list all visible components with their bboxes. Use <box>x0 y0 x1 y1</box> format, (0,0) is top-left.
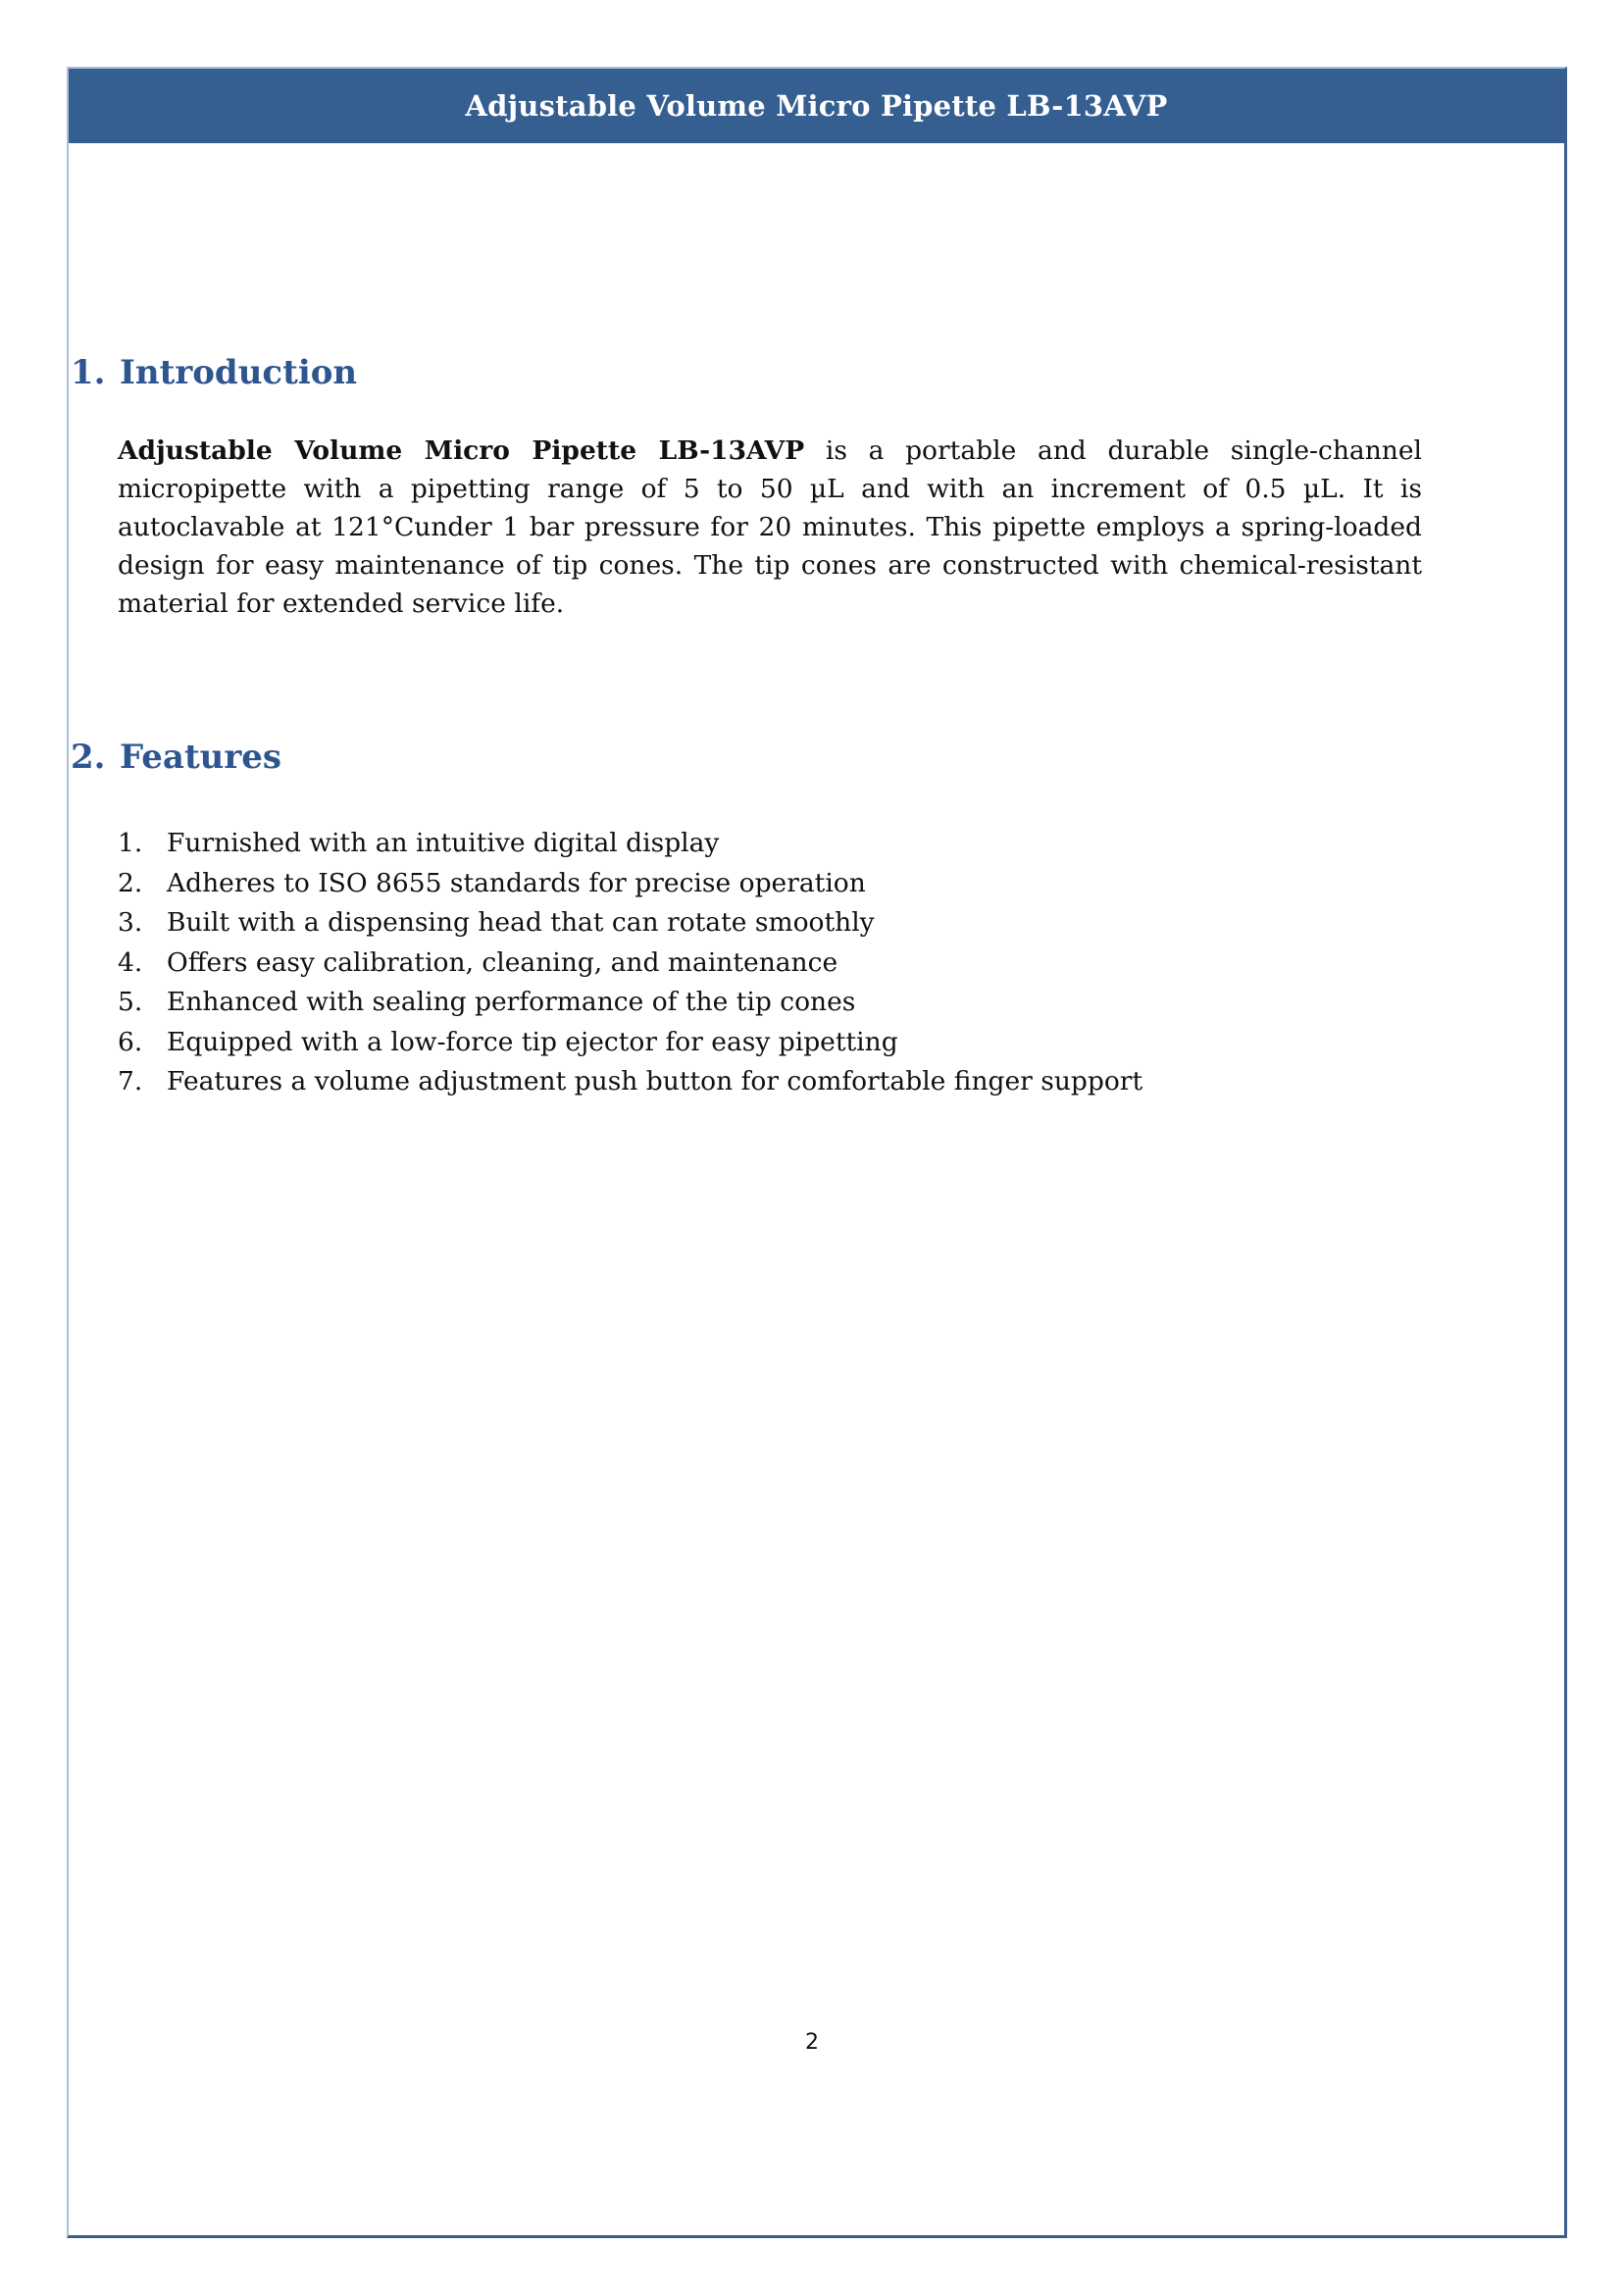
list-item <box>118 864 1142 904</box>
list-item-number: 1. <box>118 828 143 858</box>
page-frame <box>67 67 1567 2238</box>
list-item-text: Equipped with a low-force tip ejector for easy pipetting <box>167 1026 898 1057</box>
introduction-paragraph <box>118 432 1422 623</box>
list-item-number: 7. <box>118 1066 143 1096</box>
section-number: 1. <box>71 353 106 392</box>
features-list <box>118 824 1142 1102</box>
list-item-text: Furnished with an intuitive digital display <box>167 828 720 858</box>
introduction-lead: Adjustable Volume Micro Pipette LB-13AVP <box>118 435 805 466</box>
introduction-body: is a portable and durable single-channel micropipette with a pipetting range of 5 to 50 µL and with an increment of 0.5 µL. It is autoclavable at 121°Cunder 1 bar pressure for 20 minutes. This pipette employs a spring-loaded design for easy maintenance of tip cones. The tip cones are constructed with chemical-resistant material for extended service life. <box>118 435 1422 619</box>
list-item <box>118 824 1142 864</box>
list-item <box>118 1023 1142 1063</box>
section-title: Introduction <box>120 353 358 392</box>
list-item-number: 4. <box>118 946 143 978</box>
document-title: Adjustable Volume Micro Pipette LB-13AVP <box>465 89 1168 123</box>
section-title: Features <box>120 738 282 777</box>
list-item-text: Built with a dispensing head that can rotate smoothly <box>167 907 875 938</box>
section-heading-features <box>71 738 281 777</box>
list-item-number: 2. <box>118 867 143 898</box>
list-item-number: 5. <box>118 987 143 1017</box>
section-heading-introduction <box>71 353 357 392</box>
list-item <box>118 944 1142 984</box>
list-item-number: 6. <box>118 1026 143 1057</box>
list-item-text: Features a volume adjustment push button for comfortable finger support <box>167 1066 1143 1096</box>
list-item-number: 3. <box>118 907 143 938</box>
header-bar <box>69 69 1564 143</box>
section-number: 2. <box>71 738 106 777</box>
list-item <box>118 903 1142 944</box>
page-number: 2 <box>805 2030 819 2055</box>
list-item-text: Enhanced with sealing performance of the tip cones <box>167 987 856 1017</box>
list-item <box>118 983 1142 1023</box>
list-item-text: Adheres to ISO 8655 standards for precise operation <box>167 867 866 898</box>
list-item-text: Offers easy calibration, cleaning, and maintenance <box>167 946 838 978</box>
list-item <box>118 1062 1142 1102</box>
